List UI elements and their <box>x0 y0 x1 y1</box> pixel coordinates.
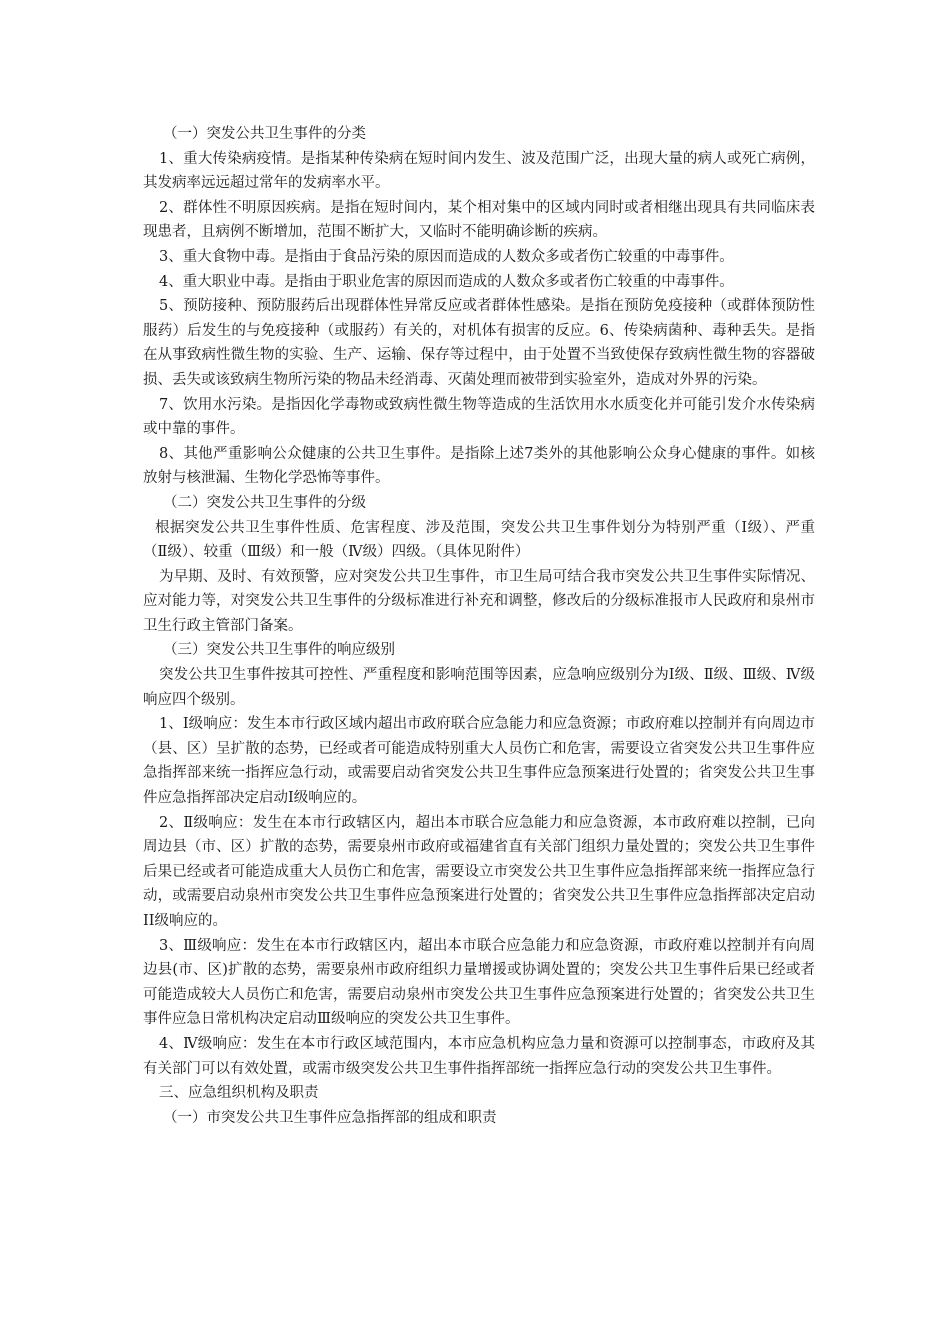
paragraph-item-5-6: 5、预防接种、预防服药后出现群体性异常反应或者群体性感染。是指在预防免疫接种（或群体预防性服药）后发生的与免疫接种（或服药）有关的，对机体有损害的反应。6、传染病菌种、毒种丢失。是指在从事致病性微生物的实验、生产、运输、保存等过程中，由于处置不当致使保存致病性微生物的容器破损、丢失或该致病生物所污染的物品未经消毒、灭菌处理而被带到实验室外，造成对外界的污染。 <box>143 298 815 388</box>
paragraph-grading-levels: 根据突发公共卫生事件性质、危害程度、涉及范围，突发公共卫生事件划分为特别严重（Ⅰ级）、严重（Ⅱ级）、较重（Ⅲ级）和一般（Ⅳ级）四级。（具体见附件） <box>143 519 815 561</box>
document-body <box>143 122 815 1130</box>
paragraph-item-7: 7、饮用水污染。是指因化学毒物或致病性微生物等造成的生活饮用水水质变化并可能引发介水传染病或中靠的事件。 <box>143 396 815 438</box>
paragraph-response-level-2: 2、Ⅱ级响应：发生在本市行政辖区内，超出本市联合应急能力和应急资源，本市政府难以控制，已向周边县（市、区）扩散的态势，需要泉州市政府或福建省直有关部门组织力量处置的；突发公共卫生事件后果已经或者可能造成重大人员伤亡和危害，需要设立市突发公共卫生事件应急指挥部来统一指挥应急行动，或需要启动泉州市突发公共卫生事件应急预案进行处置的；省突发公共卫生事件应急指挥部决定启动II级响应的。 <box>143 814 815 929</box>
section-heading-organization: 三、应急组织机构及职责 <box>159 1085 319 1102</box>
paragraph-item-1: 1、重大传染病疫情。是指某种传染病在短时间内发生、波及范围广泛，出现大量的病人或死亡病例，其发病率远远超过常年的发病率水平。 <box>143 150 815 192</box>
paragraph-item-8: 8、其他严重影响公众健康的公共卫生事件。是指除上述7类外的其他影响公众身心健康的事件。如核放射与核泄漏、生物化学恐怖等事件。 <box>143 445 815 487</box>
paragraph-item-2: 2、群体性不明原因疾病。是指在短时间内，某个相对集中的区域内同时或者相继出现具有共同临床表现患者，且病例不断增加，范围不断扩大，又临时不能明确诊断的疾病。 <box>143 199 815 241</box>
section-heading-response-levels: （三）突发公共卫生事件的响应级别 <box>163 642 395 659</box>
paragraph-grading-adjustment: 为早期、及时、有效预警，应对突发公共卫生事件，市卫生局可结合我市突发公共卫生事件实际情况、应对能力等，对突发公共卫生事件的分级标准进行补充和调整，修改后的分级标准报市人民政府和泉州市卫生行政主管部门备案。 <box>143 568 815 634</box>
paragraph-response-level-1: 1、Ⅰ级响应：发生本市行政区域内超出市政府联合应急能力和应急资源；市政府难以控制并有向周边市（县、区）呈扩散的态势，已经或者可能造成特别重大人员伤亡和危害，需要设立省突发公共卫生事件应急指挥部来统一指挥应急行动，或需要启动省突发公共卫生事件应急预案进行处置的；省突发公共卫生事件应急指挥部决定启动Ⅰ级响应的。 <box>143 716 815 807</box>
paragraph-response-overview: 突发公共卫生事件按其可控性、严重程度和影响范围等因素，应急响应级别分为Ⅰ级、Ⅱ级、Ⅲ级、Ⅳ级响应四个级别。 <box>143 667 815 708</box>
paragraph-item-3: 3、重大食物中毒。是指由于食品污染的原因而造成的人数众多或者伤亡较重的中毒事件。 <box>159 248 734 265</box>
paragraph-response-level-3: 3、Ⅲ级响应：发生在本市行政辖区内，超出本市联合应急能力和应急资源，市政府难以控制并有向周边县(市、区)扩散的态势，需要泉州市政府组织力量增援或协调处置的；突发公共卫生事件后果已经或者可能造成较大人员伤亡和危害，需要启动泉州市突发公共卫生事件应急预案进行处置的；省突发公共卫生事件应急日常机构决定启动Ⅲ级响应的突发公共卫生事件。 <box>143 937 815 1028</box>
paragraph-item-4: 4、重大职业中毒。是指由于职业危害的原因而造成的人数众多或者伤亡较重的中毒事件。 <box>159 273 734 290</box>
section-heading-grading: （二）突发公共卫生事件的分级 <box>163 494 366 511</box>
section-heading-classification: （一）突发公共卫生事件的分类 <box>163 126 366 142</box>
paragraph-response-level-4: 4、Ⅳ级响应：发生在本市行政区域范围内，本市应急机构应急力量和资源可以控制事态，市政府及其有关部门可以有效处置，或需市级突发公共卫生事件指挥部统一指挥应急行动的突发公共卫生事件。 <box>143 1035 815 1077</box>
subsection-heading-command: （一）市突发公共卫生事件应急指挥部的组成和职责 <box>163 1109 497 1126</box>
